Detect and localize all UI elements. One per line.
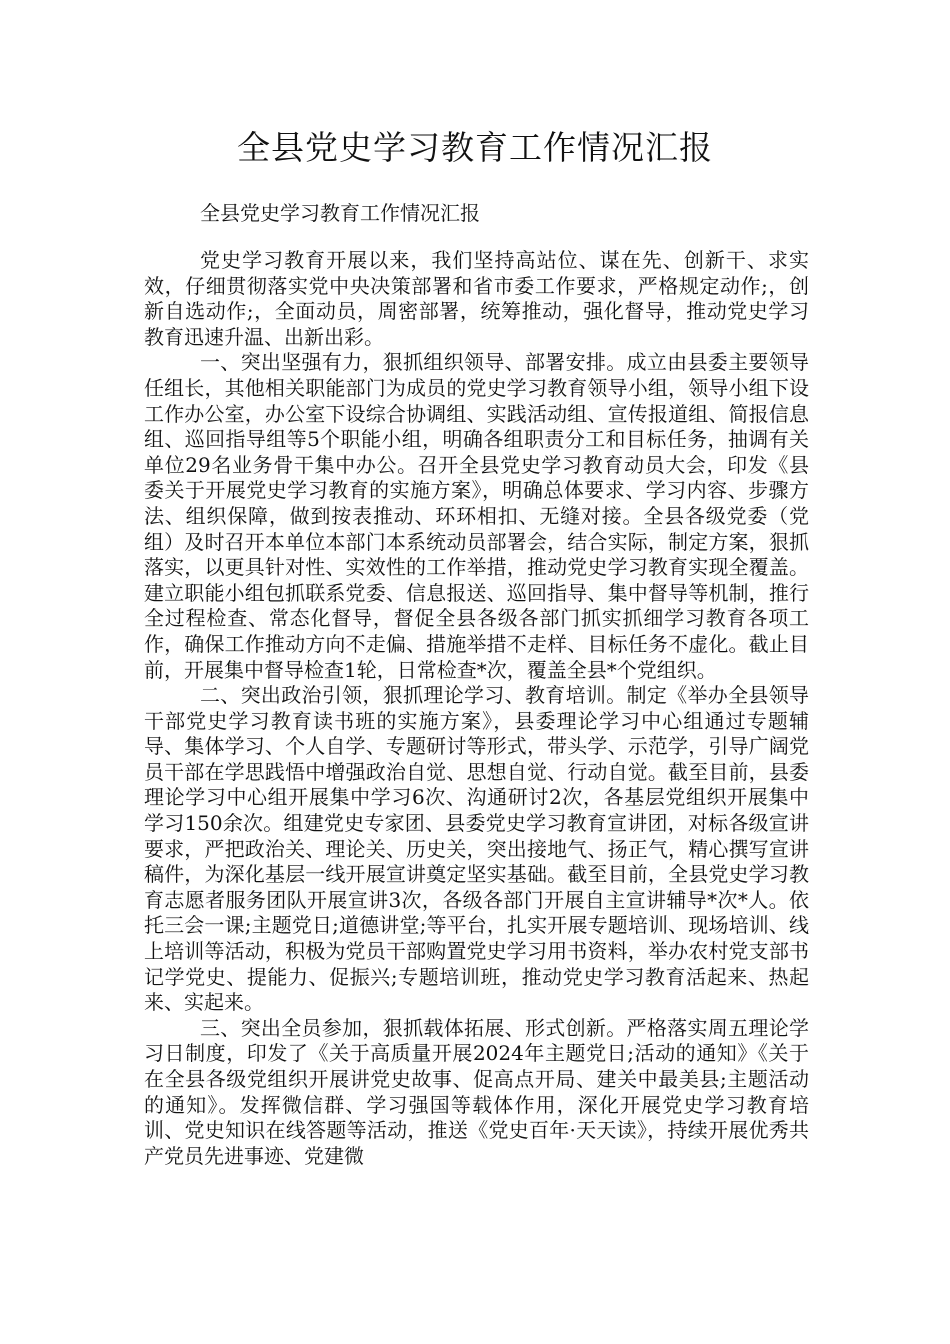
document-body: [144, 248, 809, 1169]
document-title: 全县党史学习教育工作情况汇报: [237, 128, 713, 167]
paragraph-section-1: 一、突出坚强有力，狠抓组织领导、部署安排。成立由县委主要领导任组长，其他相关职能部门为成员的党史学习教育领导小组，领导小组下设工作办公室，办公室下设综合协调组、实践活动组、宣传报道组、简报信息组、巡回指导组等5个职能小组，明确各组职责分工和目标任务，抽调有关单位29名业务骨干集中办公。召开全县党史学习教育动员大会，印发《县委关于开展党史学习教育的实施方案》，明确总体要求、学习内容、步骤方法、组织保障，做到按表推动、环环相扣、无缝对接。全县各级党委（党组）及时召开本单位本部门本系统动员部署会，结合实际，制定方案，狠抓落实，以更具针对性、实效性的工作举措，推动党史学习教育实现全覆盖。建立职能小组包抓联系党委、信息报送、巡回指导、集中督导等机制，推行全过程检查、常态化督导，督促全县各级各部门抓实抓细学习教育各项工作，确保工作推动方向不走偏、措施举措不走样、目标任务不虚化。截止目前，开展集中督导检查1轮，日常检查*次，覆盖全县*个党组织。: [144, 350, 809, 682]
paragraph-section-3: 三、突出全员参加，狠抓载体拓展、形式创新。严格落实周五理论学习日制度，印发了《关于高质量开展2024年主题党日;活动的通知》《关于在全县各级党组织开展讲党史故事、促高点开局、建关中最美县;主题活动的通知》。发挥微信群、学习强国等载体作用，深化开展党史学习教育培训、党史知识在线答题等活动，推送《党史百年·天天读》，持续开展优秀共产党员先进事迹、党建微: [144, 1015, 809, 1168]
paragraph-intro: 党史学习教育开展以来，我们坚持高站位、谋在先、创新干、求实效，仔细贯彻落实党中央决策部署和省市委工作要求，严格规定动作;，创新自选动作;，全面动员，周密部署，统筹推动，强化督导，推动党史学习教育迅速升温、出新出彩。: [144, 248, 809, 349]
document-subtitle: 全县党史学习教育工作情况汇报: [200, 201, 480, 225]
paragraph-section-2: 二、突出政治引领，狠抓理论学习、教育培训。制定《举办全县领导干部党史学习教育读书班的实施方案》，县委理论学习中心组通过专题辅导、集体学习、个人自学、专题研讨等形式，带头学、示范学，引导广阔党员干部在学思践悟中增强政治自觉、思想自觉、行动自觉。截至目前，县委理论学习中心组开展集中学习6次、沟通研讨2次，各基层党组织开展集中学习150余次。组建党史专家团、县委党史学习教育宣讲团，对标各级宣讲要求，严把政治关、理论关、历史关，突出接地气、扬正气，精心撰写宣讲稿件，为深化基层一线开展宣讲奠定坚实基础。截至目前，全县党史学习教育志愿者服务团队开展宣讲3次，各级各部门开展自主宣讲辅导*次*人。依托三会一课;主题党日;道德讲堂;等平台，扎实开展专题培训、现场培训、线上培训等活动，积极为党员干部购置党史学习用书资料，举办农村党支部书记学党史、提能力、促振兴;专题培训班，推动党史学习教育活起来、热起来、实起来。: [144, 683, 809, 1015]
